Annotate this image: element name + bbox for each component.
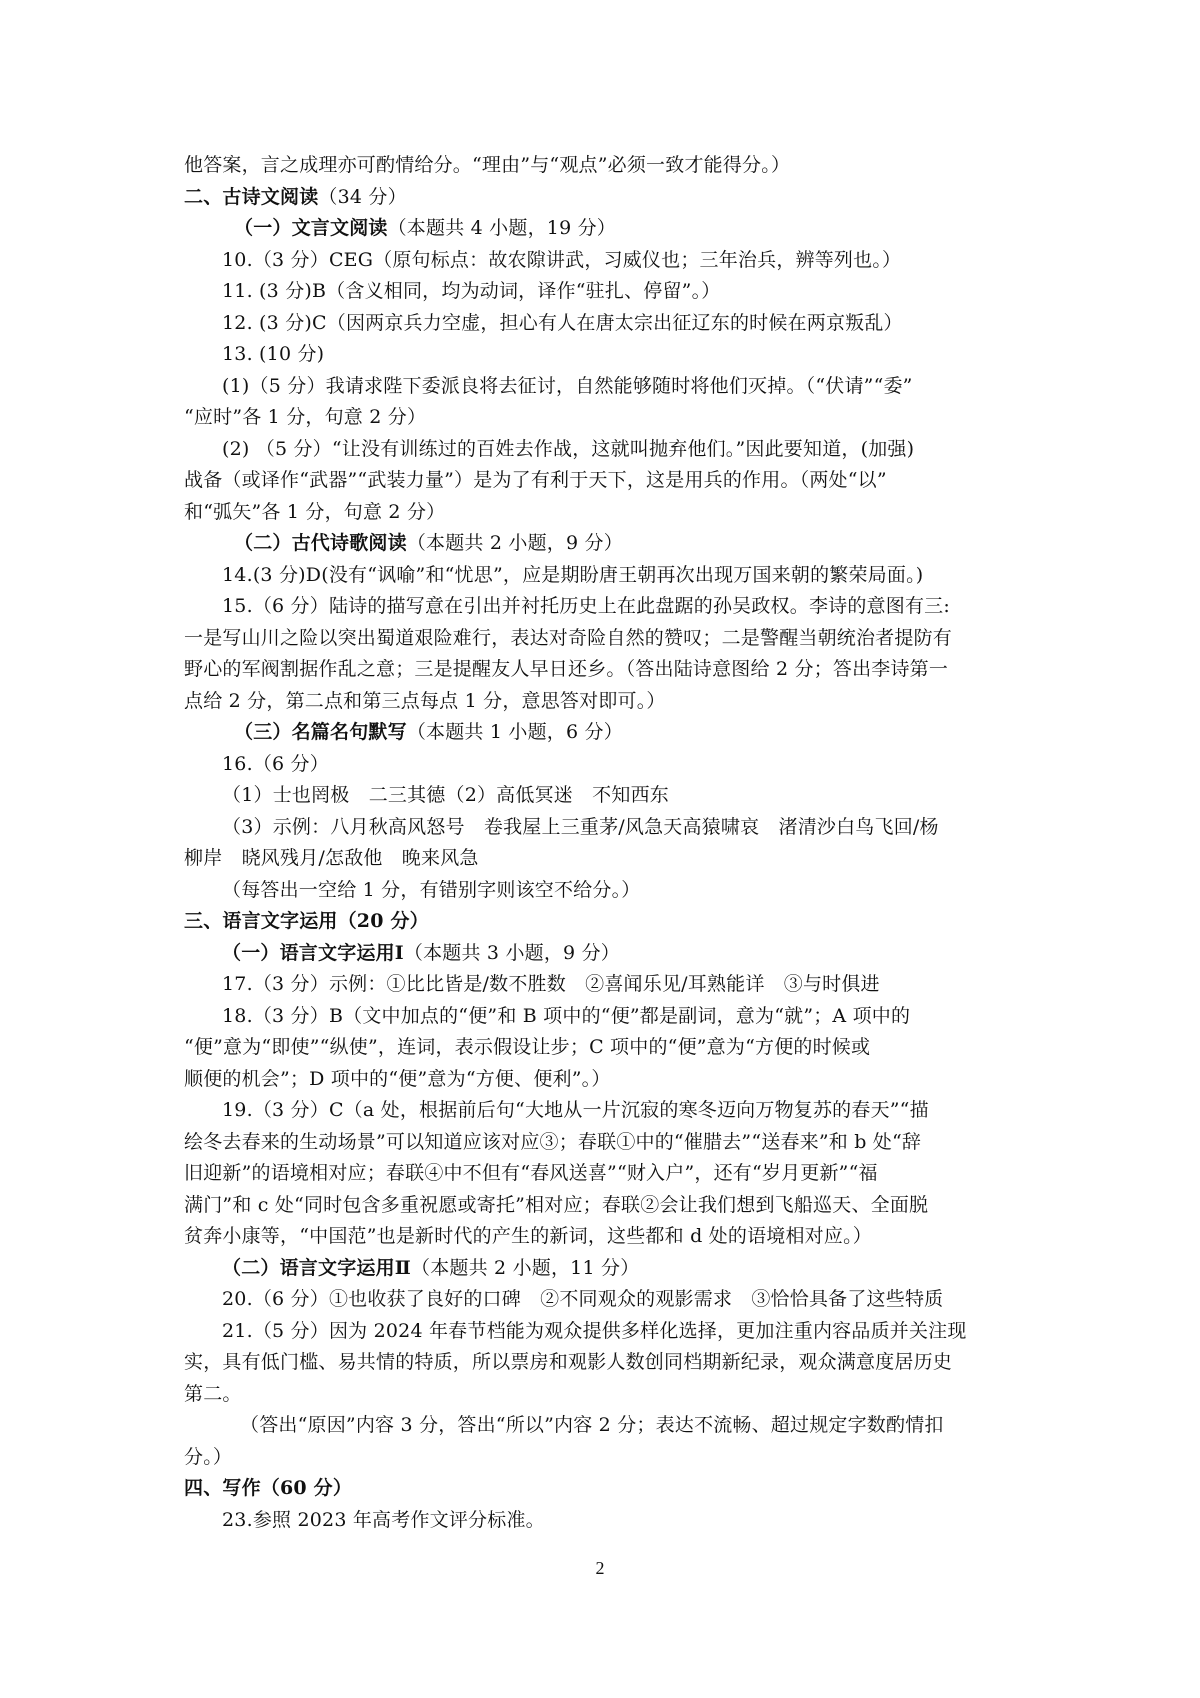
text-line: 绘冬去春来的生动场景”可以知道应该对应③；春联①中的“催腊去”“送春来”和 b 处“辞 xyxy=(184,1130,922,1153)
text-line: 点给 2 分，第二点和第三点每点 1 分，意思答对即可。） xyxy=(184,689,666,712)
heading-rest: （本题共 4 小题，19 分） xyxy=(387,217,616,239)
answer-line: 20.（6 分）①也收获了良好的口碑 ②不同观众的观影需求 ③恰恰具备了这些特质 xyxy=(222,1288,944,1310)
answer-line: 18.（3 分）B（文中加点的“便”和 B 项中的“便”都是副词，意为“就”；A 项中的 xyxy=(222,1004,911,1027)
text-line: 野心的军阀割据作乱之意；三是提醒友人早日还乡。（答出陆诗意图给 2 分；答出李诗第一 xyxy=(184,658,949,680)
subsection-heading xyxy=(184,717,1034,749)
heading-rest: （34 分） xyxy=(318,185,407,208)
heading-rest: （本题共 3 小题，9 分） xyxy=(403,941,620,964)
heading-bold: （二）语言文字运用Ⅱ xyxy=(222,1256,412,1279)
subsection-heading xyxy=(184,528,1034,560)
answer-line: 23.参照 2023 年高考作文评分标准。 xyxy=(222,1508,545,1531)
text-line: 一是写山川之险以突出蜀道艰险难行，表达对奇险自然的赞叹；二是警醒当朝统治者提防有 xyxy=(184,626,953,649)
answer-line: 15.（6 分）陆诗的描写意在引出并衬托历史上在此盘踞的孙吴政权。李诗的意图有三: xyxy=(222,595,950,617)
heading-rest: （本题共 2 小题，11 分） xyxy=(411,1256,640,1279)
answer-line: 11. (3 分)B（含义相同，均为动词，译作“驻扎、停留”。） xyxy=(222,280,721,302)
answer-line: 10.（3 分）CEG（原句标点：故农隙讲武，习威仪也；三年治兵，辨等列也。） xyxy=(222,248,902,271)
text-line: 柳岸 晓风残月/怎敌他 晚来风急 xyxy=(184,847,479,869)
heading-rest: （本题共 1 小题，6 分） xyxy=(406,721,623,743)
section-heading xyxy=(184,182,1034,214)
answer-line: （答出“原因”内容 3 分，答出“所以”内容 2 分；表达不流畅、超过规定字数酌情扣 xyxy=(240,1414,944,1436)
subsection-heading xyxy=(184,213,1034,245)
text-line: 他答案，言之成理亦可酌情给分。“理由”与“观点”必须一致才能得分。） xyxy=(184,154,791,176)
text-line: “应时”各 1 分，句意 2 分） xyxy=(184,406,427,428)
text-line: 和“弧矢”各 1 分，句意 2 分） xyxy=(184,500,446,523)
answer-line: （3）示例：八月秋高风怒号 卷我屋上三重茅/风急天高猿啸哀 渚清沙白鸟飞回/杨 xyxy=(222,815,939,838)
document-body xyxy=(184,150,1034,1536)
heading-bold: （一）文言文阅读 xyxy=(234,217,388,239)
page-number: 2 xyxy=(595,1558,605,1578)
answer-line: （每答出一空给 1 分，有错别字则该空不给分。） xyxy=(222,878,641,901)
answer-line: 16.（6 分） xyxy=(222,752,329,775)
text-line: 旧迎新”的语境相对应；春联④中不但有“春风送喜”“财入户”，还有“岁月更新”“福 xyxy=(184,1162,878,1184)
subsection-heading xyxy=(184,1253,1034,1285)
text-line: 第二。 xyxy=(184,1382,242,1405)
text-line: 战备（或译作“武器”“武装力量”）是为了有利于天下，这是用兵的作用。（两处“以” xyxy=(184,469,887,491)
heading-rest: （本题共 2 小题，9 分） xyxy=(406,532,623,554)
answer-line: (2) （5 分）“让没有训练过的百姓去作战，这就叫抛弃他们。”因此要知道，(加强) xyxy=(222,437,915,460)
heading-bold: （三）名篇名句默写 xyxy=(234,721,407,743)
heading-bold: （二）古代诗歌阅读 xyxy=(234,532,407,554)
answer-line: 21.（5 分）因为 2024 年春节档能为观众提供多样化选择，更加注重内容品质并关注现 xyxy=(222,1319,967,1342)
heading-bold: 二、古诗文阅读 xyxy=(184,185,319,208)
heading-bold: 四、写作（60 分） xyxy=(184,1477,353,1499)
text-line: 满门”和 c 处“同时包含多重祝愿或寄托”相对应；春联②会让我们想到飞船巡天、全面脱 xyxy=(184,1193,929,1216)
text-line: 顺便的机会”；D 项中的“便”意为“方便、便利”。） xyxy=(184,1067,611,1090)
subsection-heading xyxy=(184,938,1034,970)
text-line: 分。） xyxy=(184,1445,233,1468)
answer-line: (1)（5 分）我请求陛下委派良将去征讨，自然能够随时将他们灭掉。（“伏请”“委” xyxy=(222,374,913,397)
answer-line: 12. (3 分)C（因两京兵力空虚，担心有人在唐太宗出征辽东的时候在两京叛乱） xyxy=(222,311,903,334)
answer-line: 19.（3 分）C（a 处，根据前后句“大地从一片沉寂的寒冬迈向万物复苏的春天”“描 xyxy=(222,1099,929,1121)
text-line: “便”意为“即使”“纵使”，连词，表示假设让步；C 项中的“便”意为“方便的时候或 xyxy=(184,1036,871,1058)
heading-bold: （一）语言文字运用Ⅰ xyxy=(222,941,404,964)
answer-line: 17.（3 分）示例：①比比皆是/数不胜数 ②喜闻乐见/耳熟能详 ③与时俱进 xyxy=(222,973,880,995)
answer-line: （1）士也罔极 二三其德（2）高低冥迷 不知西东 xyxy=(222,784,669,806)
section-heading xyxy=(184,1473,1034,1505)
text-line: 贫奔小康等，“中国范”也是新时代的产生的新词，这些都和 d 处的语境相对应。） xyxy=(184,1225,872,1247)
answer-line: 13. (10 分) xyxy=(222,343,325,365)
heading-bold: 三、语言文字运用（20 分） xyxy=(184,910,429,932)
text-line: 实，具有低门槛、易共情的特质，所以票房和观影人数创同档期新纪录，观众满意度居历史 xyxy=(184,1351,953,1373)
answer-line: 14.(3 分)D(没有“讽喻”和“忧思”，应是期盼唐王朝再次出现万国来朝的繁荣局面。) xyxy=(222,563,924,586)
section-heading xyxy=(184,906,1034,938)
